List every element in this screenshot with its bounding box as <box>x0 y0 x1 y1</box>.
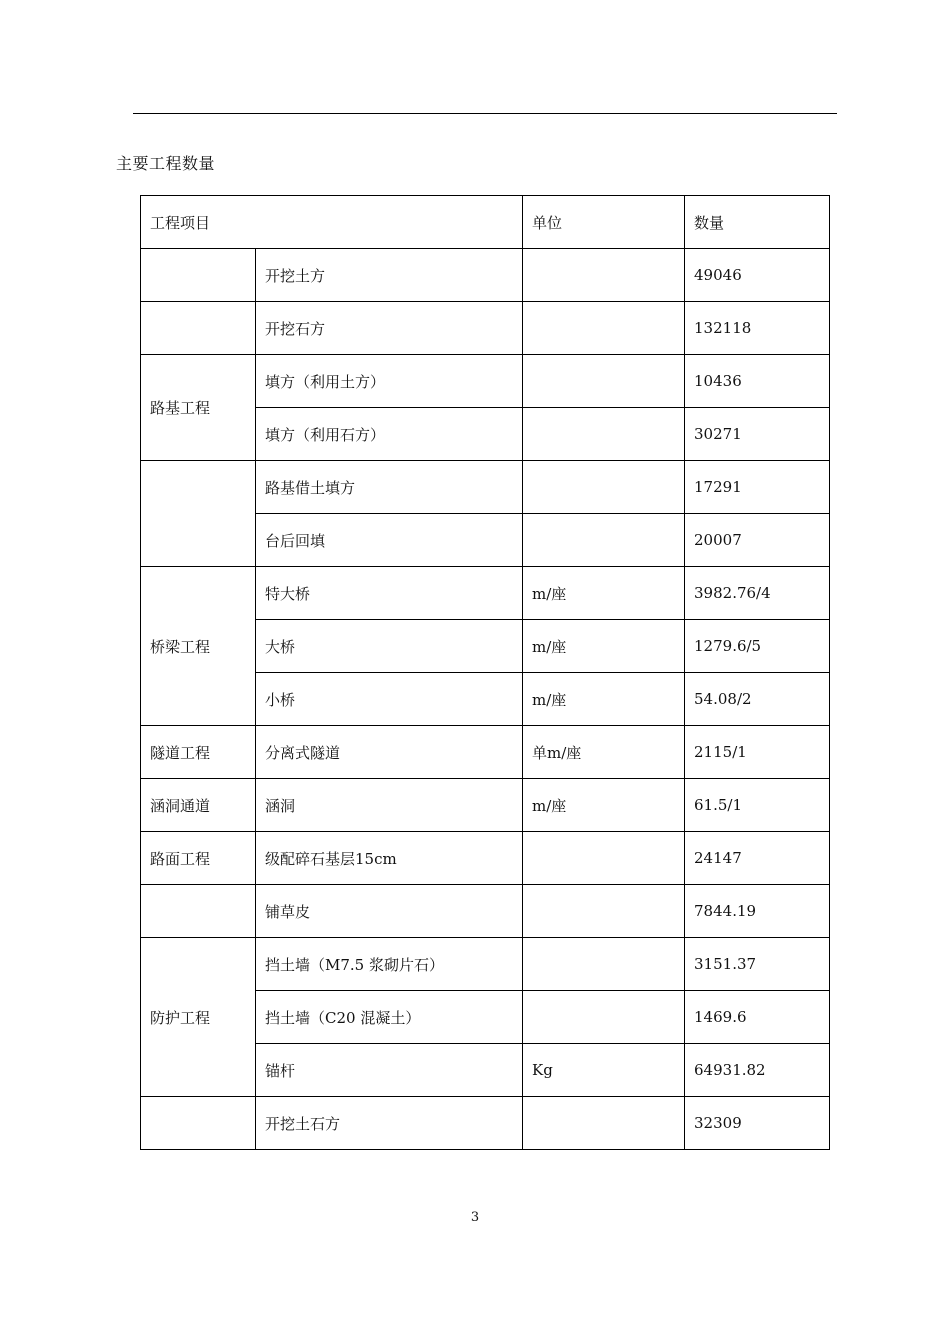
item-cell: 开挖土方 <box>256 249 523 302</box>
table-row <box>141 726 830 779</box>
unit-cell: m/座 <box>523 673 685 726</box>
item-cell: 路基借土填方 <box>256 461 523 514</box>
item-cell: 挡土墙（M7.5 浆砌片石） <box>256 938 523 991</box>
page-number: 3 <box>470 1210 480 1225</box>
unit-cell <box>523 355 685 408</box>
unit-cell <box>523 938 685 991</box>
table-row <box>141 249 830 302</box>
table-row <box>141 461 830 514</box>
header-quantity: 数量 <box>685 196 830 249</box>
unit-cell: m/座 <box>523 620 685 673</box>
quantity-cell: 132118 <box>685 302 830 355</box>
unit-cell <box>523 302 685 355</box>
category-cell: 涵洞通道 <box>141 779 256 832</box>
category-cell: 隧道工程 <box>141 726 256 779</box>
unit-cell: 单m/座 <box>523 726 685 779</box>
unit-cell <box>523 249 685 302</box>
quantity-cell: 64931.82 <box>685 1044 830 1097</box>
table-row <box>141 355 830 408</box>
header-rule <box>133 113 837 114</box>
quantity-cell: 20007 <box>685 514 830 567</box>
quantity-cell: 1279.6/5 <box>685 620 830 673</box>
category-cell: 防护工程 <box>141 938 256 1097</box>
quantity-cell: 1469.6 <box>685 991 830 1044</box>
unit-cell: Kg <box>523 1044 685 1097</box>
unit-cell <box>523 514 685 567</box>
header-item: 工程项目 <box>141 196 523 249</box>
category-cell <box>141 302 256 355</box>
table-row <box>141 567 830 620</box>
item-cell: 小桥 <box>256 673 523 726</box>
unit-cell <box>523 832 685 885</box>
item-cell: 大桥 <box>256 620 523 673</box>
quantity-cell: 2115/1 <box>685 726 830 779</box>
table-row <box>141 938 830 991</box>
unit-cell <box>523 1097 685 1150</box>
quantity-cell: 30271 <box>685 408 830 461</box>
quantity-cell: 7844.19 <box>685 885 830 938</box>
unit-cell <box>523 408 685 461</box>
table-row <box>141 885 830 938</box>
item-cell: 填方（利用石方） <box>256 408 523 461</box>
item-cell: 挡土墙（C20 混凝土） <box>256 991 523 1044</box>
quantity-cell: 49046 <box>685 249 830 302</box>
header-unit: 单位 <box>523 196 685 249</box>
category-cell <box>141 885 256 938</box>
quantity-cell: 32309 <box>685 1097 830 1150</box>
category-cell: 路基工程 <box>141 355 256 461</box>
unit-cell: m/座 <box>523 567 685 620</box>
item-cell: 涵洞 <box>256 779 523 832</box>
quantity-cell: 3151.37 <box>685 938 830 991</box>
quantity-cell: 17291 <box>685 461 830 514</box>
category-cell: 路面工程 <box>141 832 256 885</box>
category-cell <box>141 249 256 302</box>
unit-cell <box>523 885 685 938</box>
table-row <box>141 779 830 832</box>
table-row <box>141 1097 830 1150</box>
category-cell <box>141 461 256 567</box>
item-cell: 铺草皮 <box>256 885 523 938</box>
item-cell: 级配碎石基层15cm <box>256 832 523 885</box>
category-cell <box>141 1097 256 1150</box>
unit-cell <box>523 461 685 514</box>
item-cell: 填方（利用土方） <box>256 355 523 408</box>
category-cell: 桥梁工程 <box>141 567 256 726</box>
item-cell: 开挖石方 <box>256 302 523 355</box>
item-cell: 锚杆 <box>256 1044 523 1097</box>
quantity-cell: 61.5/1 <box>685 779 830 832</box>
item-cell: 台后回填 <box>256 514 523 567</box>
table-row <box>141 832 830 885</box>
section-title: 主要工程数量 <box>116 154 216 173</box>
item-cell: 特大桥 <box>256 567 523 620</box>
quantities-table <box>140 195 830 1150</box>
quantity-cell: 3982.76/4 <box>685 567 830 620</box>
item-cell: 开挖土石方 <box>256 1097 523 1150</box>
quantity-cell: 24147 <box>685 832 830 885</box>
unit-cell <box>523 991 685 1044</box>
item-cell: 分离式隧道 <box>256 726 523 779</box>
table-row <box>141 302 830 355</box>
quantity-cell: 54.08/2 <box>685 673 830 726</box>
table-header-row <box>141 196 830 249</box>
unit-cell: m/座 <box>523 779 685 832</box>
quantity-cell: 10436 <box>685 355 830 408</box>
